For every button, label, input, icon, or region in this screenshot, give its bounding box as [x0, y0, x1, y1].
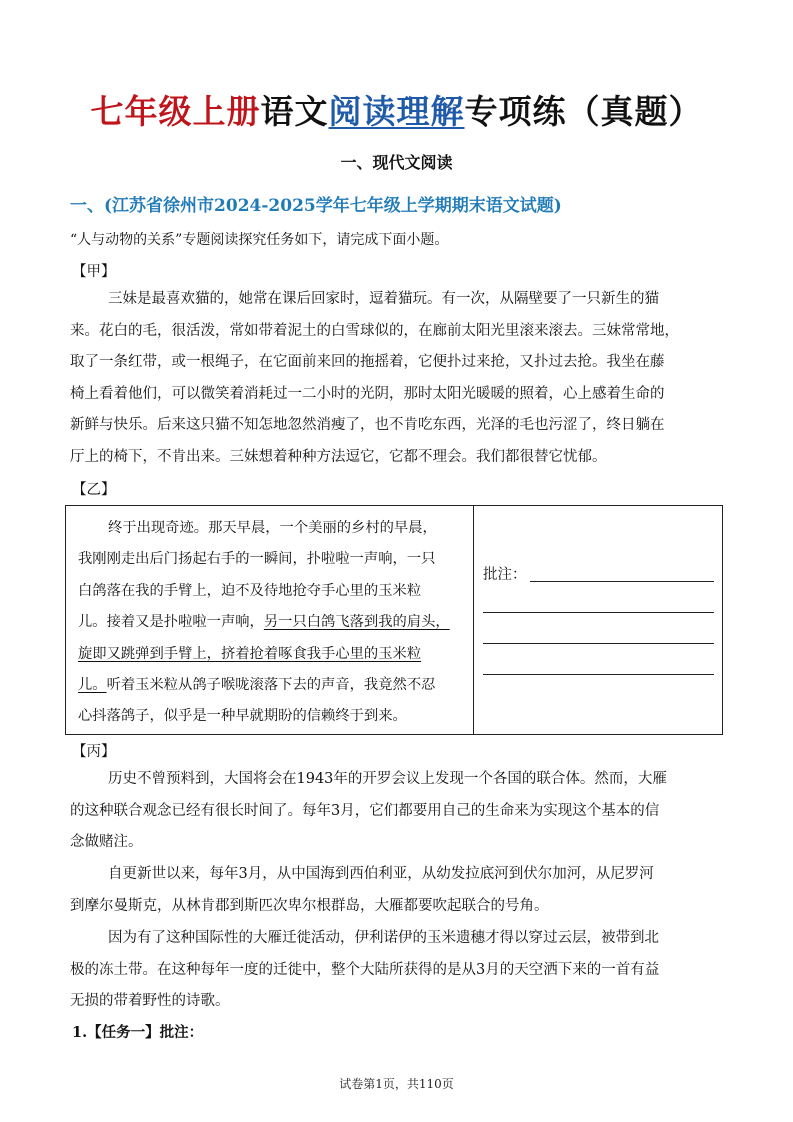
question-1-prompt: 1.【任务一】批注： — [72, 1024, 204, 1041]
passage-yi-table — [65, 505, 723, 735]
title-subject: 语文 — [260, 92, 329, 131]
passage-bing-p1 — [70, 764, 726, 859]
passage-yi-line: 心抖落鸽子，似乎是一种早就期盼的信赖终于到来。 — [78, 708, 407, 725]
annotation-blank-line[interactable] — [530, 581, 714, 582]
passage-yi-label: 【乙】 — [72, 482, 116, 498]
passage-yi-text — [66, 506, 474, 734]
passage-jia-line: 椅上看着他们，可以微笑着消耗过一二小时的光阴，那时太阳光暖暖的照着，心上感着生命的 — [70, 385, 665, 402]
annotation-blank-line[interactable] — [483, 674, 714, 675]
passage-bing-line: 到摩尔曼斯克，从林肯郡到斯匹次卑尔根群岛，大雁都要吹起联合的号角。 — [70, 897, 549, 914]
passage-jia-label: 【甲】 — [72, 264, 116, 280]
passage-bing-line: 念做赌注。 — [70, 834, 143, 851]
passage-yi-line — [78, 607, 473, 638]
title-grade: 七年级上册 — [90, 92, 261, 131]
passage-bing-line: 历史不曾预料到，大国将会在1943年的开罗会议上发现一个各国的联合体。然而，大雁 — [108, 771, 667, 787]
question-source: 一、(江苏省徐州市2024-2025学年七年级上学期期末语文试题) — [70, 196, 562, 216]
passage-bing-line: 的这种联合观念已经有很长时间了。每年3月，它们都要用自己的生命来为实现这个基本的信 — [70, 802, 660, 819]
passage-jia-line: 厅上的椅下，不肯出来。三妹想着种种方法逗它，它都不理会。我们都很替它忧郁。 — [70, 448, 607, 465]
passage-bing-line: 自更新世以来，每年3月，从中国海到西伯利亚，从幼发拉底河到伏尔加河，从尼罗河 — [108, 866, 654, 882]
page-footer: 试卷第1页，共110页 — [339, 1077, 454, 1091]
title-suffix: 专项练（真题） — [464, 92, 703, 131]
passage-yi-plain: 听着玉米粒从鸽子喉咙滚落下去的声音，我竟然不忍 — [106, 677, 436, 694]
passage-yi-underlined: 另一只白鸽飞落到我的肩头， — [263, 614, 450, 631]
passage-yi-line — [78, 670, 473, 701]
title-topic-link[interactable]: 阅读理解 — [328, 92, 465, 131]
passage-yi-line: 白鸽落在我的手臂上，迫不及待地抢夺手心里的玉米粒 — [78, 582, 422, 599]
passage-jia-line: 三妹是最喜欢猫的，她常在课后回家时，逗着猫玩。有一次，从隔壁要了一只新生的猫 — [108, 291, 659, 307]
passage-yi-line: 终于出现奇迹。那天早晨，一个美丽的乡村的早晨， — [108, 520, 437, 536]
annotation-blank-line[interactable] — [483, 612, 714, 613]
passage-jia-line: 取了一条红带，或一根绳子，在它面前来回的拖摇着，它便扑过来抢，又扑过去抢。我坐在藤 — [70, 354, 665, 371]
passage-jia — [70, 284, 726, 474]
passage-bing-label: 【丙】 — [72, 744, 116, 760]
section-heading: 一、现代文阅读 — [340, 153, 453, 172]
intro-text: “人与动物的关系”专题阅读探究任务如下，请完成下面小题。 — [70, 232, 449, 248]
passage-yi-line: 我刚刚走出后门扬起右手的一瞬间，扑啦啦一声响，一只 — [78, 551, 436, 568]
passage-jia-line: 来。花白的毛，很活泼，常如带着泥土的白雪球似的，在廊前太阳光里滚来滚去。三妹常常地， — [70, 322, 679, 339]
passage-bing-p2 — [70, 859, 726, 922]
passage-bing-line: 极的冻土带。在这种每年一度的迁徙中，整个大陆所获得的是从3月的天空洒下来的一首有益 — [70, 961, 660, 978]
passage-bing-line: 因为有了这种国际性的大雁迁徙活动，伊利诺伊的玉米遗穗才得以穿过云层，被带到北 — [108, 930, 659, 946]
passage-yi-underlined: 旋即又跳弹到手臂上，挤着抢着啄食我手心里的玉米粒 — [78, 645, 422, 662]
document-title — [0, 86, 793, 133]
passage-jia-line: 新鲜与快乐。后来这只猫不知怎地忽然消瘦了，也不肯吃东西，光泽的毛也污涩了，终日躺在 — [70, 417, 665, 434]
annotation-label: 批注： — [483, 567, 527, 583]
passage-bing-line: 无损的带着野性的诗歌。 — [70, 993, 230, 1010]
passage-bing-p3 — [70, 923, 726, 1018]
passage-yi-underlined: 儿。 — [78, 677, 107, 694]
annotation-cell — [475, 506, 722, 734]
passage-yi-plain: 儿。接着又是扑啦啦一声响， — [78, 614, 264, 631]
annotation-blank-line[interactable] — [483, 643, 714, 644]
